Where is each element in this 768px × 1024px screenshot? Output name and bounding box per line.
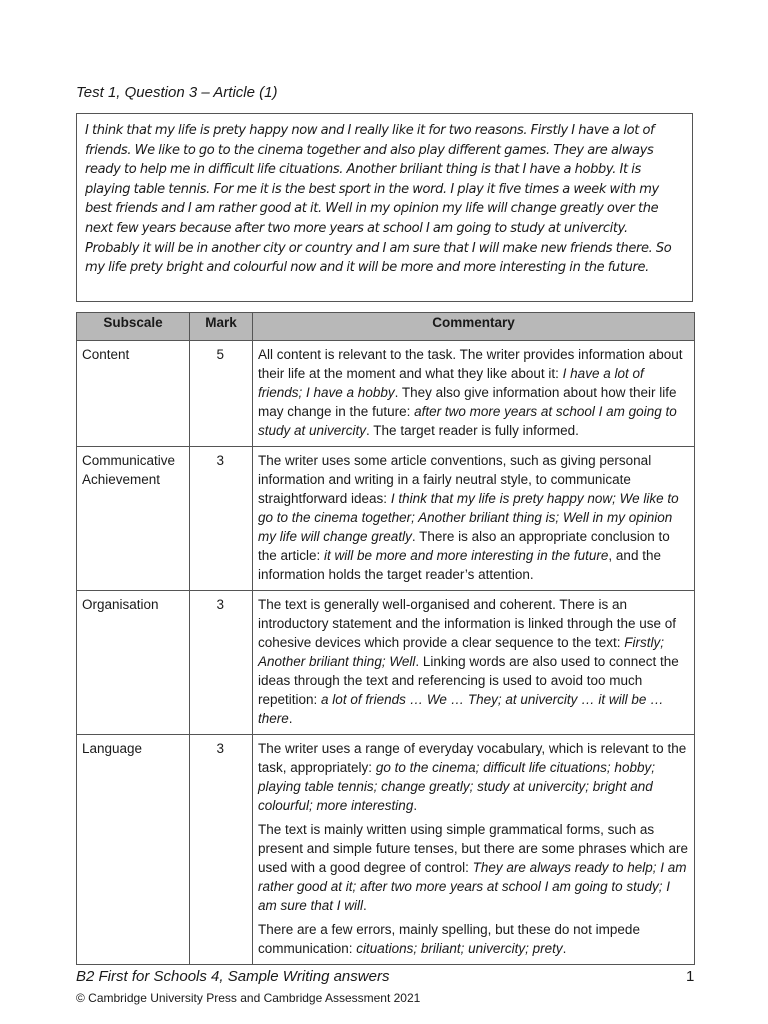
quoted-example: cituations; briliant; univercity; prety xyxy=(356,941,563,956)
table-row-communicative-achievement xyxy=(77,447,695,591)
header-commentary: Commentary xyxy=(253,313,695,341)
commentary-text: . There is also an appropriate conclusion to the article: xyxy=(258,529,670,563)
table-header-row xyxy=(77,313,695,341)
table-row-organisation xyxy=(77,591,695,735)
commentary-cell xyxy=(253,447,695,591)
mark-cell: 3 xyxy=(190,447,253,591)
commentary-text: . xyxy=(288,711,293,726)
mark-cell: 3 xyxy=(190,591,253,735)
header-mark: Mark xyxy=(190,313,253,341)
quoted-example: a lot of friends … We … They; at univercity … it will be … there xyxy=(258,692,664,726)
quoted-example: I think that my life is prety happy now; We like to go to the cinema together; Another briliant thing is; Well in my opinion my life will change greatly xyxy=(258,491,679,544)
header-subscale: Subscale xyxy=(77,313,190,341)
commentary-cell xyxy=(253,735,695,965)
mark-cell: 3 xyxy=(190,735,253,965)
quoted-example: after two more years at school I am going to study at univercity xyxy=(258,404,677,438)
mark-cell: 5 xyxy=(190,341,253,447)
article-text: I think that my life is prety happy now and I really like it for two reasons. Firstly I have a lot of friends. We like to go to the cinema together and also play different games. They are always ready to help me in difficult life cituations. Another briliant thing is that I have a hobby. It is playing table tennis. For me it is the best sport in the word. I play it five times a week with my best friends and I am rather good at it. Well in my opinion my life will change greatly over the next few years because after two more years at school I am going to study at univercity. Probably it will be in another city or country and I am sure that I will make new friends there. So my life prety bright and colourful now and it will be more and more interesting in the future. xyxy=(85,123,672,276)
footer-title: B2 First for Schools 4, Sample Writing answers xyxy=(76,968,390,985)
commentary-text: . They also give information about how their life may change in the future: xyxy=(258,385,677,419)
commentary-text: . xyxy=(562,941,567,956)
commentary-paragraph xyxy=(258,920,689,958)
quoted-example: it will be more and more interesting in the future xyxy=(324,548,609,563)
commentary-text: The writer uses a range of everyday vocabulary, which is relevant to the task, appropriately: xyxy=(258,741,687,775)
commentary-text: . The target reader is fully informed. xyxy=(366,423,579,438)
page-number: 1 xyxy=(686,968,695,985)
quoted-example: Firstly; Another briliant thing; Well xyxy=(258,635,664,669)
commentary-text: . xyxy=(413,798,418,813)
commentary-paragraph xyxy=(258,345,689,440)
assessment-table xyxy=(76,312,695,965)
quoted-example: I have a lot of friends; I have a hobby xyxy=(258,366,644,400)
page-title: Test 1, Question 3 – Article (1) xyxy=(76,84,278,101)
table-row-content xyxy=(77,341,695,447)
copyright-notice: © Cambridge University Press and Cambridge Assessment 2021 xyxy=(76,991,421,1005)
quoted-example: go to the cinema; difficult life cituations; hobby; playing table tennis; change greatly; study at univercity; bright and colourful; more interesting xyxy=(258,760,655,813)
commentary-text: . xyxy=(363,898,367,913)
commentary-text: The text is generally well-organised and coherent. There is an introductory statement and the information is linked through the use of cohesive devices which provide a clear sequence to the text: xyxy=(258,597,676,650)
quoted-example: They are always ready to help; I am rather good at it; after two more years at school I am going to study; I am sure that I will xyxy=(258,860,687,913)
subscale-cell: Organisation xyxy=(77,591,190,735)
commentary-text: , and the information holds the target reader’s attention. xyxy=(258,548,661,582)
subscale-cell: Content xyxy=(77,341,190,447)
subscale-cell: Communicative Achievement xyxy=(77,447,190,591)
subscale-cell: Language xyxy=(77,735,190,965)
commentary-text: There are a few errors, mainly spelling, but these do not impede communication: xyxy=(258,922,640,956)
commentary-text: . Linking words are also used to connect the ideas through the text and referencing is used to avoid too much repetition: xyxy=(258,654,679,707)
commentary-text: The writer uses some article conventions, such as giving personal information and writing in a fairly neutral style, to communicate straightforward ideas: xyxy=(258,453,652,506)
commentary-paragraph xyxy=(258,595,689,728)
commentary-text: All content is relevant to the task. The writer provides information about their life at the moment and what they like about it: xyxy=(258,347,683,381)
article-box xyxy=(76,113,693,302)
table-row-language xyxy=(77,735,695,965)
commentary-paragraph xyxy=(258,739,689,815)
commentary-paragraph xyxy=(258,451,689,584)
commentary-text: The text is mainly written using simple grammatical forms, such as present and simple future tenses, but there are some phrases which are used with a good degree of control: xyxy=(258,822,688,875)
commentary-paragraph xyxy=(258,820,689,915)
commentary-cell xyxy=(253,341,695,447)
commentary-cell xyxy=(253,591,695,735)
